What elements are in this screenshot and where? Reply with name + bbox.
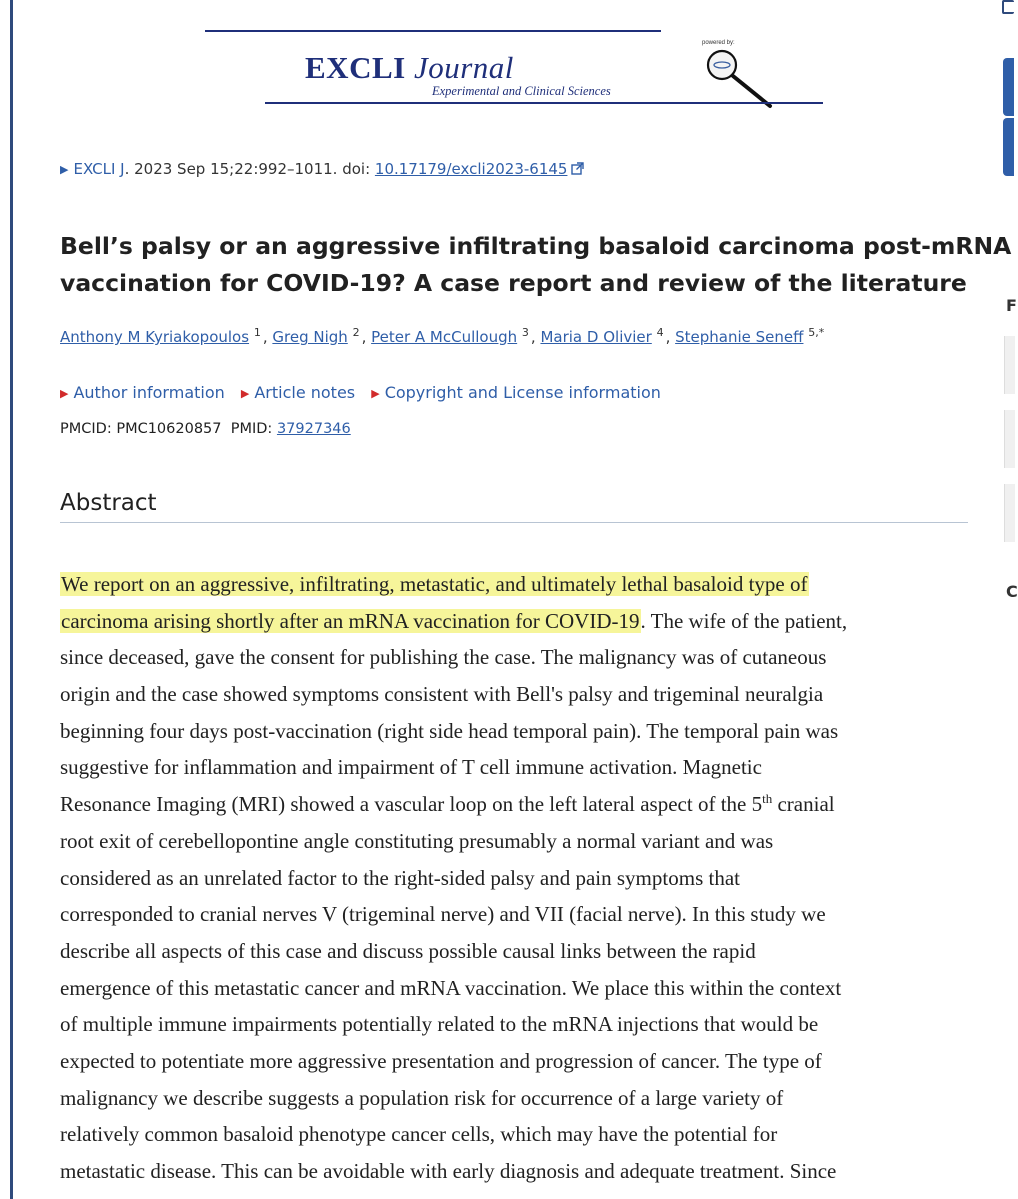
author-information-toggle[interactable]: ▶ Author information <box>60 383 225 402</box>
sidebar-panel[interactable] <box>1004 484 1015 542</box>
left-border-rule <box>10 0 13 1199</box>
sidebar-heading-fragment: F <box>1006 296 1017 315</box>
pmcid-value: PMC10620857 <box>116 421 222 437</box>
powered-by-label: powered by: <box>702 40 735 46</box>
expand-triangle-icon: ▶ <box>240 387 250 400</box>
banner-rule-top <box>205 30 661 32</box>
sidebar-checkbox[interactable] <box>1002 0 1014 14</box>
expand-triangle-icon[interactable]: ▶ <box>60 163 69 176</box>
article-title: Bell’s palsy or an aggressive infiltrating basaloid carcinoma post-mRNA vaccination for COVID-19? A case report and review of the literature <box>60 232 1012 297</box>
sidebar-panel[interactable] <box>1004 336 1015 394</box>
banner-rule-bottom <box>265 102 823 104</box>
expand-triangle-icon: ▶ <box>371 387 380 400</box>
abstract-heading: Abstract <box>60 490 157 516</box>
highlighted-text: carcinoma arising shortly after an mRNA vaccination for COVID-19 <box>61 608 640 633</box>
external-link-icon[interactable] <box>571 162 584 175</box>
author-link[interactable]: Anthony M Kyriakopoulos <box>60 328 250 346</box>
citation-line: ▶ EXCLI J. 2023 Sep 15;22:992–1011. doi: 10.17179/excli2023-6145 <box>60 160 584 178</box>
journal-logo-title: EXCLI Journal <box>305 50 514 85</box>
article-notes-toggle[interactable]: ▶ Article notes <box>240 383 356 402</box>
sidebar-panel[interactable] <box>1004 410 1015 468</box>
sidebar-heading-fragment: C <box>1006 582 1018 601</box>
journal-link[interactable]: EXCLI J <box>73 160 125 178</box>
doi-link[interactable]: 10.17179/excli2023-6145 <box>374 160 568 178</box>
expand-triangle-icon: ▶ <box>60 387 69 400</box>
highlighted-text: We report on an aggressive, infiltrating, metastatic, and ultimately lethal basaloid type of <box>61 572 808 596</box>
magnifier-logo-icon <box>702 48 782 110</box>
journal-banner[interactable] <box>205 30 825 106</box>
sidebar-action-button[interactable] <box>1003 58 1014 116</box>
author-link[interactable]: Greg Nigh <box>272 328 348 346</box>
copyright-license-toggle[interactable]: ▶ Copyright and License information <box>371 383 661 402</box>
abstract-body: We report on an aggressive, infiltrating, metastatic, and ultimately lethal basaloid type of carcinoma arising shortly after an mRNA vaccination for COVID-19. The wife of the patient, since deceased, gave the consent for publishing the case. The malignancy was of cutaneous origin and the case showed symptoms consistent with Bell's palsy and trigeminal neuralgia beginning four days post-vaccination (right side head temporal pain). The temporal pain was suggestive for inflammation and impairment of T cell immune activation. Magnetic Resonance Imaging (MRI) showed a vascular loop on the left lateral aspect of the 5th cranial root exit of cerebellopontine angle constituting presumably a normal variant and was considered as an unrelated factor to the right-sided palsy and pain symptoms that corresponded to cranial nerves V (trigeminal nerve) and VII (facial nerve). In this study we describe all aspects of this case and discuss possible causal links between the rapid emergence of this metastatic cancer and mRNA vaccination. We place this within the context of multiple immune impairments potentially related to the mRNA injections that would be expected to potentiate more aggressive presentation and progression of cancer. The type of malignancy we describe suggests a population risk for occurrence of a large variety of relatively common basaloid phenotype cancer cells, which may have the potential for metastatic disease. This can be avoidable with early diagnosis and adequate treatment. Since <box>60 572 848 1183</box>
author-list: Anthony M Kyriakopoulos $^1$ , Greg Nigh $^2$ , Peter A McCullough $^3$ , Maria D Olivier $^4$ , Stephanie Seneff $^{5,*}$ <box>60 326 825 346</box>
author-link[interactable]: Peter A McCullough <box>371 328 518 346</box>
sidebar-action-button[interactable] <box>1003 118 1014 176</box>
author-link[interactable]: Maria D Olivier <box>540 328 652 346</box>
journal-logo-subtitle: Experimental and Clinical Sciences <box>432 84 611 98</box>
abstract-divider <box>60 522 968 523</box>
article-identifiers: PMCID: PMC10620857 PMID: 37927346 <box>60 421 351 437</box>
info-links <box>60 383 672 402</box>
pmid-link[interactable]: 37927346 <box>276 421 351 437</box>
author-link[interactable]: Stephanie Seneff <box>675 328 804 346</box>
